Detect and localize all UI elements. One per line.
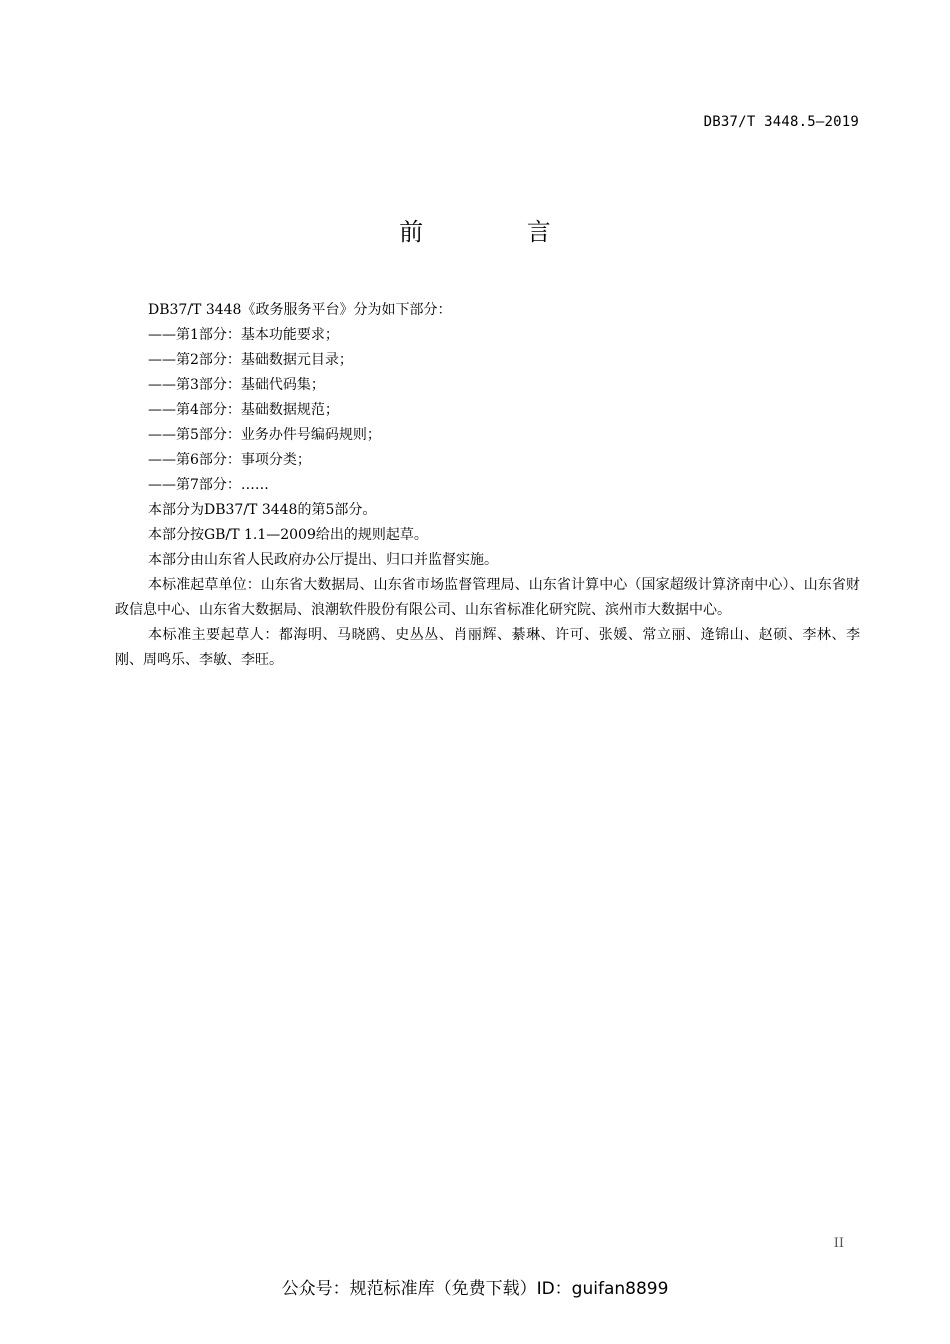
paragraph-drafters: 本标准主要起草人：都海明、马晓鸥、史丛丛、肖丽辉、綦琳、许可、张媛、常立丽、逄锦山、赵硕、李林、李刚、周鸣乐、李敏、李旺。 (115, 627, 860, 668)
paragraph-drafting-rules: 本部分按GB/T 1.1—2009给出的规则起草。 (148, 527, 428, 543)
list-item-part-3: ——第3部分：基础代码集； (148, 377, 325, 393)
document-body (115, 298, 860, 673)
page-number: II (833, 1236, 844, 1251)
paragraph-proposer: 本部分由山东省人民政府办公厅提出、归口并监督实施。 (148, 552, 498, 568)
footer-note: 公众号：规范标准库（免费下载）ID：guifan8899 (281, 1279, 669, 1299)
list-item-part-5: ——第5部分：业务办件号编码规则； (148, 427, 381, 443)
paragraph-drafting-units: 本标准起草单位：山东省大数据局、山东省市场监督管理局、山东省计算中心（国家超级计算济南中心）、山东省财政信息中心、山东省大数据局、浪潮软件股份有限公司、山东省标准化研究院、滨州市大数据中心。 (115, 577, 860, 618)
paragraph-this-part: 本部分为DB37/T 3448的第5部分。 (148, 502, 377, 518)
list-item-part-2: ——第2部分：基础数据元目录； (148, 352, 353, 368)
list-item-part-7: ——第7部分：…… (148, 477, 269, 493)
document-code: DB37/T 3448.5—2019 (703, 114, 859, 130)
list-item-part-1: ——第1部分：基本功能要求； (148, 327, 339, 343)
paragraph-parts-intro: DB37/T 3448《政务服务平台》分为如下部分： (148, 302, 452, 318)
page-title: 前 言 (399, 218, 599, 246)
list-item-part-6: ——第6部分：事项分类； (148, 452, 311, 468)
list-item-part-4: ——第4部分：基础数据规范； (148, 402, 339, 418)
